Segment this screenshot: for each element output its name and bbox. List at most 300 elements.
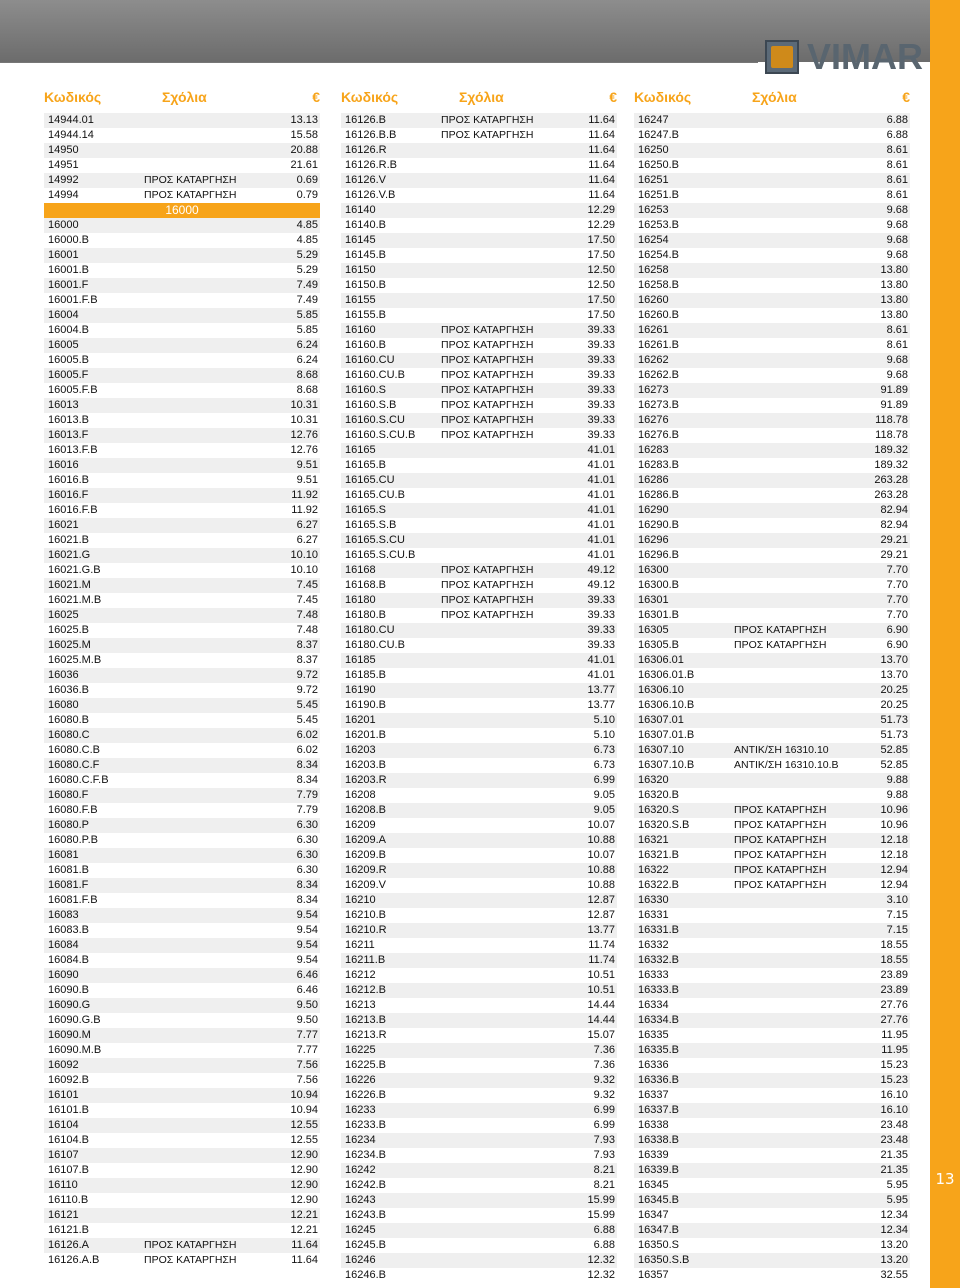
table-row bbox=[341, 1148, 617, 1163]
table-row bbox=[341, 638, 617, 653]
table-row bbox=[44, 1193, 320, 1208]
table-row bbox=[634, 788, 910, 803]
table-row bbox=[44, 308, 320, 323]
cell-price: 263.28 bbox=[874, 474, 908, 486]
cell-price: 12.21 bbox=[290, 1209, 318, 1221]
table-row bbox=[341, 308, 617, 323]
cell-code: 16005.B bbox=[48, 354, 89, 366]
cell-price: 9.68 bbox=[886, 354, 908, 366]
table-row bbox=[634, 878, 910, 893]
cell-price: 12.87 bbox=[587, 894, 615, 906]
cell-code: 16320 bbox=[638, 774, 669, 786]
cell-price: 189.32 bbox=[874, 459, 908, 471]
table-row bbox=[44, 173, 320, 188]
cell-code: 16150 bbox=[345, 264, 376, 276]
table-row bbox=[634, 173, 910, 188]
cell-price: 7.15 bbox=[886, 909, 908, 921]
cell-code: 16261.B bbox=[638, 339, 679, 351]
header-price: € bbox=[902, 89, 910, 105]
table-row bbox=[634, 608, 910, 623]
table-row bbox=[341, 293, 617, 308]
table-row bbox=[341, 503, 617, 518]
cell-price: 11.92 bbox=[291, 489, 318, 501]
table-row bbox=[44, 188, 320, 203]
table-row bbox=[341, 863, 617, 878]
cell-code: 14950 bbox=[48, 144, 79, 156]
cell-code: 16233.B bbox=[345, 1119, 386, 1131]
table-row bbox=[634, 773, 910, 788]
cell-price: 8.34 bbox=[296, 894, 318, 906]
cell-code: 16160.S.CU.B bbox=[345, 429, 416, 441]
cell-code: 16211.B bbox=[345, 954, 386, 966]
table-row bbox=[634, 1058, 910, 1073]
cell-price: 11.64 bbox=[588, 114, 615, 126]
cell-price: 39.33 bbox=[587, 429, 615, 441]
cell-price: 82.94 bbox=[880, 519, 908, 531]
table-row bbox=[44, 998, 320, 1013]
table-row bbox=[341, 1178, 617, 1193]
table-row bbox=[341, 983, 617, 998]
cell-code: 16253.B bbox=[638, 219, 679, 231]
cell-code: 16180.B bbox=[345, 609, 386, 621]
table-row bbox=[634, 623, 910, 638]
cell-code: 16160.S.CU bbox=[345, 414, 405, 426]
cell-code: 16276.B bbox=[638, 429, 679, 441]
cell-price: 17.50 bbox=[587, 249, 615, 261]
cell-price: 7.49 bbox=[296, 279, 318, 291]
cell-price: 189.32 bbox=[874, 444, 908, 456]
table-row bbox=[44, 1208, 320, 1223]
cell-note: ΠΡΟΣ ΚΑΤΑΡΓΗΣΗ bbox=[441, 594, 534, 606]
cell-code: 16013.F bbox=[48, 429, 89, 441]
cell-code: 16036 bbox=[48, 669, 79, 681]
cell-price: 23.48 bbox=[880, 1119, 908, 1131]
cell-code: 16320.B bbox=[638, 789, 679, 801]
cell-price: 6.30 bbox=[296, 864, 318, 876]
table-row bbox=[341, 908, 617, 923]
table-row bbox=[341, 458, 617, 473]
table-row bbox=[341, 1133, 617, 1148]
cell-price: 118.78 bbox=[875, 429, 908, 441]
table-row bbox=[44, 1133, 320, 1148]
header-code: Κωδικός bbox=[44, 89, 102, 105]
table-row bbox=[341, 548, 617, 563]
cell-code: 16165.CU bbox=[345, 474, 395, 486]
cell-price: 14.44 bbox=[587, 999, 615, 1011]
table-row bbox=[634, 698, 910, 713]
cell-code: 16104.B bbox=[48, 1134, 89, 1146]
table-row bbox=[341, 1028, 617, 1043]
header-price: € bbox=[609, 89, 617, 105]
cell-price: 20.88 bbox=[290, 144, 318, 156]
cell-code: 16013.B bbox=[48, 414, 89, 426]
cell-code: 16092 bbox=[48, 1059, 79, 1071]
cell-code: 16247.B bbox=[638, 129, 679, 141]
cell-price: 7.77 bbox=[296, 1029, 318, 1041]
table-row bbox=[44, 773, 320, 788]
cell-price: 10.10 bbox=[290, 564, 318, 576]
cell-price: 7.77 bbox=[296, 1044, 318, 1056]
table-row bbox=[341, 1208, 617, 1223]
table-row bbox=[44, 563, 320, 578]
cell-code: 16180 bbox=[345, 594, 376, 606]
cell-code: 16337.B bbox=[638, 1104, 679, 1116]
table-row bbox=[44, 1028, 320, 1043]
cell-price: 39.33 bbox=[587, 639, 615, 651]
table-row bbox=[341, 653, 617, 668]
cell-code: 16251.B bbox=[638, 189, 679, 201]
cell-price: 15.99 bbox=[587, 1209, 615, 1221]
table-row bbox=[341, 1073, 617, 1088]
cell-code: 16210.B bbox=[345, 909, 386, 921]
cell-price: 12.87 bbox=[587, 909, 615, 921]
cell-note: ΠΡΟΣ ΚΑΤΑΡΓΗΣΗ bbox=[441, 579, 534, 591]
cell-code: 16203.B bbox=[345, 759, 386, 771]
cell-code: 16209.A bbox=[345, 834, 386, 846]
table-row bbox=[44, 473, 320, 488]
cell-code: 16296 bbox=[638, 534, 669, 546]
table-row bbox=[44, 1013, 320, 1028]
cell-note: ΠΡΟΣ ΚΑΤΑΡΓΗΣΗ bbox=[734, 834, 827, 846]
table-row bbox=[341, 218, 617, 233]
table-row bbox=[634, 1163, 910, 1178]
table-row bbox=[634, 143, 910, 158]
table-row bbox=[341, 1193, 617, 1208]
cell-price: 9.32 bbox=[593, 1089, 615, 1101]
cell-price: 9.05 bbox=[593, 804, 615, 816]
cell-price: 0.79 bbox=[296, 189, 318, 201]
cell-price: 8.61 bbox=[886, 189, 908, 201]
table-row bbox=[341, 1253, 617, 1268]
table-row bbox=[634, 1088, 910, 1103]
table-row bbox=[341, 1058, 617, 1073]
cell-code: 16016 bbox=[48, 459, 79, 471]
cell-code: 16334 bbox=[638, 999, 669, 1011]
cell-code: 16201 bbox=[345, 714, 376, 726]
cell-code: 16025.M.B bbox=[48, 654, 102, 666]
cell-price: 10.88 bbox=[587, 864, 615, 876]
table-row bbox=[44, 923, 320, 938]
table-row bbox=[341, 1118, 617, 1133]
table-row bbox=[44, 848, 320, 863]
cell-code: 16251 bbox=[638, 174, 669, 186]
cell-price: 11.92 bbox=[291, 504, 318, 516]
cell-code: 16261 bbox=[638, 324, 669, 336]
cell-price: 27.76 bbox=[880, 1014, 908, 1026]
table-row bbox=[634, 593, 910, 608]
cell-price: 39.33 bbox=[587, 384, 615, 396]
cell-code: 14951 bbox=[48, 159, 79, 171]
table-row bbox=[634, 368, 910, 383]
cell-code: 16283.B bbox=[638, 459, 679, 471]
table-row bbox=[634, 1238, 910, 1253]
cell-code: 16225 bbox=[345, 1044, 376, 1056]
cell-price: 15.58 bbox=[290, 129, 318, 141]
cell-price: 6.73 bbox=[593, 744, 615, 756]
cell-code: 16209.R bbox=[345, 864, 387, 876]
cell-code: 16337 bbox=[638, 1089, 669, 1101]
cell-price: 8.61 bbox=[886, 174, 908, 186]
table-row bbox=[341, 848, 617, 863]
cell-price: 12.29 bbox=[587, 204, 615, 216]
cell-price: 17.50 bbox=[587, 234, 615, 246]
cell-price: 8.21 bbox=[593, 1179, 615, 1191]
table-row bbox=[341, 128, 617, 143]
table-row bbox=[44, 428, 320, 443]
cell-code: 16160.S.B bbox=[345, 399, 397, 411]
table-row bbox=[634, 353, 910, 368]
cell-code: 16180.CU.B bbox=[345, 639, 405, 651]
cell-code: 16080.C.F.B bbox=[48, 774, 109, 786]
table-row bbox=[341, 608, 617, 623]
cell-price: 7.70 bbox=[886, 564, 908, 576]
table-row bbox=[341, 413, 617, 428]
cell-price: 9.32 bbox=[593, 1074, 615, 1086]
cell-note: ΠΡΟΣ ΚΑΤΑΡΓΗΣΗ bbox=[734, 639, 827, 651]
cell-price: 12.55 bbox=[290, 1119, 318, 1131]
table-row bbox=[341, 443, 617, 458]
table-row bbox=[44, 218, 320, 233]
cell-code: 16081 bbox=[48, 849, 79, 861]
cell-price: 7.70 bbox=[886, 579, 908, 591]
table-row bbox=[634, 263, 910, 278]
cell-code: 16080.F bbox=[48, 789, 89, 801]
table-row bbox=[44, 1118, 320, 1133]
table-row bbox=[44, 968, 320, 983]
cell-code: 16306.10.B bbox=[638, 699, 695, 711]
cell-code: 16307.01 bbox=[638, 714, 684, 726]
table-row bbox=[341, 593, 617, 608]
table-row bbox=[341, 923, 617, 938]
cell-note: ΠΡΟΣ ΚΑΤΑΡΓΗΣΗ bbox=[441, 414, 534, 426]
cell-price: 9.50 bbox=[296, 1014, 318, 1026]
cell-price: 8.21 bbox=[593, 1164, 615, 1176]
table-row bbox=[634, 233, 910, 248]
table-row bbox=[634, 893, 910, 908]
cell-price: 11.64 bbox=[291, 1254, 318, 1266]
cell-price: 9.68 bbox=[886, 369, 908, 381]
cell-price: 10.10 bbox=[290, 549, 318, 561]
cell-note: ΠΡΟΣ ΚΑΤΑΡΓΗΣΗ bbox=[441, 399, 534, 411]
cell-code: 16025.M bbox=[48, 639, 91, 651]
cell-price: 9.88 bbox=[886, 789, 908, 801]
cell-code: 16084.B bbox=[48, 954, 89, 966]
cell-code: 16013.F.B bbox=[48, 444, 98, 456]
cell-code: 16253 bbox=[638, 204, 669, 216]
cell-code: 16080.P.B bbox=[48, 834, 98, 846]
cell-price: 8.61 bbox=[886, 339, 908, 351]
cell-price: 5.29 bbox=[296, 249, 318, 261]
table-row bbox=[634, 908, 910, 923]
cell-price: 13.70 bbox=[880, 669, 908, 681]
table-row bbox=[341, 353, 617, 368]
cell-price: 12.76 bbox=[290, 444, 318, 456]
table-row bbox=[634, 1118, 910, 1133]
cell-code: 16081.F bbox=[48, 879, 89, 891]
cell-price: 15.23 bbox=[880, 1074, 908, 1086]
table-row bbox=[341, 743, 617, 758]
cell-code: 16110.B bbox=[48, 1194, 89, 1206]
table-row bbox=[44, 1163, 320, 1178]
table-row bbox=[44, 143, 320, 158]
table-row bbox=[44, 593, 320, 608]
table-row bbox=[44, 728, 320, 743]
table-row bbox=[341, 263, 617, 278]
table-row bbox=[634, 248, 910, 263]
table-row bbox=[44, 548, 320, 563]
cell-price: 23.89 bbox=[880, 969, 908, 981]
table-row bbox=[44, 638, 320, 653]
table-row bbox=[634, 818, 910, 833]
cell-code: 16306.01 bbox=[638, 654, 684, 666]
cell-price: 6.90 bbox=[886, 639, 908, 651]
cell-price: 10.51 bbox=[587, 969, 615, 981]
cell-price: 7.48 bbox=[296, 609, 318, 621]
cell-price: 8.61 bbox=[886, 159, 908, 171]
cell-price: 12.76 bbox=[290, 429, 318, 441]
cell-code: 16104 bbox=[48, 1119, 79, 1131]
table-row bbox=[341, 233, 617, 248]
table-row bbox=[341, 668, 617, 683]
cell-note: ΠΡΟΣ ΚΑΤΑΡΓΗΣΗ bbox=[734, 819, 827, 831]
cell-code: 16190.B bbox=[345, 699, 386, 711]
cell-code: 16213 bbox=[345, 999, 376, 1011]
cell-note: ΠΡΟΣ ΚΑΤΑΡΓΗΣΗ bbox=[441, 339, 534, 351]
table-row bbox=[341, 728, 617, 743]
table-row bbox=[44, 878, 320, 893]
cell-code: 16225.B bbox=[345, 1059, 386, 1071]
price-rows bbox=[634, 113, 910, 1283]
cell-price: 9.72 bbox=[296, 684, 318, 696]
table-row bbox=[341, 188, 617, 203]
cell-code: 16126.A bbox=[48, 1239, 89, 1251]
cell-price: 0.69 bbox=[296, 174, 318, 186]
cell-code: 16021.G.B bbox=[48, 564, 101, 576]
cell-price: 7.93 bbox=[593, 1134, 615, 1146]
cell-price: 12.90 bbox=[290, 1164, 318, 1176]
cell-price: 12.32 bbox=[587, 1269, 615, 1281]
table-row bbox=[341, 683, 617, 698]
cell-price: 7.70 bbox=[886, 609, 908, 621]
cell-code: 16126.B.B bbox=[345, 129, 397, 141]
cell-price: 8.37 bbox=[296, 654, 318, 666]
cell-code: 16165.S.CU.B bbox=[345, 549, 416, 561]
column-header bbox=[341, 88, 617, 108]
cell-price: 12.32 bbox=[587, 1254, 615, 1266]
cell-code: 16080.C.B bbox=[48, 744, 100, 756]
cell-code: 16258 bbox=[638, 264, 669, 276]
table-row bbox=[341, 338, 617, 353]
side-strip bbox=[930, 0, 960, 1288]
table-row bbox=[341, 968, 617, 983]
cell-note: ΠΡΟΣ ΚΑΤΑΡΓΗΣΗ bbox=[734, 849, 827, 861]
price-rows bbox=[341, 113, 617, 1283]
cell-price: 6.99 bbox=[593, 1104, 615, 1116]
table-row bbox=[634, 668, 910, 683]
cell-price: 17.50 bbox=[587, 294, 615, 306]
cell-price: 39.33 bbox=[587, 414, 615, 426]
cell-code: 16213.B bbox=[345, 1014, 386, 1026]
cell-price: 8.68 bbox=[296, 384, 318, 396]
table-row bbox=[634, 488, 910, 503]
cell-code: 16321 bbox=[638, 834, 669, 846]
cell-price: 12.18 bbox=[880, 849, 908, 861]
cell-code: 16025.B bbox=[48, 624, 89, 636]
cell-code: 16160.CU bbox=[345, 354, 395, 366]
cell-code: 16262 bbox=[638, 354, 669, 366]
table-row bbox=[634, 458, 910, 473]
cell-note: ΠΡΟΣ ΚΑΤΑΡΓΗΣΗ bbox=[734, 624, 827, 636]
cell-price: 10.51 bbox=[587, 984, 615, 996]
cell-code: 16331 bbox=[638, 909, 669, 921]
header-note: Σχόλια bbox=[752, 89, 797, 105]
cell-note: ΠΡΟΣ ΚΑΤΑΡΓΗΣΗ bbox=[144, 1239, 237, 1251]
cell-code: 16201.B bbox=[345, 729, 386, 741]
cell-code: 16000.B bbox=[48, 234, 89, 246]
cell-price: 7.79 bbox=[296, 789, 318, 801]
cell-code: 16160.CU.B bbox=[345, 369, 405, 381]
table-row bbox=[341, 1268, 617, 1283]
cell-code: 16357 bbox=[638, 1269, 669, 1281]
cell-code: 16080.P bbox=[48, 819, 89, 831]
cell-price: 5.95 bbox=[886, 1194, 908, 1206]
cell-price: 13.20 bbox=[880, 1254, 908, 1266]
header-divider bbox=[0, 62, 758, 63]
table-row bbox=[44, 263, 320, 278]
table-row bbox=[634, 578, 910, 593]
cell-code: 16126.R.B bbox=[345, 159, 397, 171]
cell-price: 39.33 bbox=[587, 399, 615, 411]
table-row bbox=[634, 848, 910, 863]
cell-code: 16212.B bbox=[345, 984, 386, 996]
cell-code: 16290 bbox=[638, 504, 669, 516]
cell-price: 12.94 bbox=[880, 879, 908, 891]
cell-code: 16242 bbox=[345, 1164, 376, 1176]
table-row bbox=[634, 293, 910, 308]
table-row bbox=[44, 1103, 320, 1118]
cell-price: 16.10 bbox=[880, 1104, 908, 1116]
cell-price: 11.95 bbox=[881, 1029, 908, 1041]
cell-code: 16000 bbox=[48, 219, 79, 231]
cell-code: 16305 bbox=[638, 624, 669, 636]
cell-note: ΠΡΟΣ ΚΑΤΑΡΓΗΣΗ bbox=[441, 564, 534, 576]
cell-code: 16107 bbox=[48, 1149, 79, 1161]
cell-price: 41.01 bbox=[587, 549, 615, 561]
cell-code: 16345.B bbox=[638, 1194, 679, 1206]
table-row bbox=[44, 413, 320, 428]
cell-price: 11.64 bbox=[588, 129, 615, 141]
cell-price: 9.88 bbox=[886, 774, 908, 786]
cell-price: 10.88 bbox=[587, 834, 615, 846]
cell-price: 13.80 bbox=[880, 294, 908, 306]
cell-code: 16080.C bbox=[48, 729, 90, 741]
cell-price: 82.94 bbox=[880, 504, 908, 516]
table-row bbox=[634, 983, 910, 998]
table-row bbox=[44, 1073, 320, 1088]
cell-price: 10.07 bbox=[587, 849, 615, 861]
cell-price: 39.33 bbox=[587, 324, 615, 336]
cell-code: 16090.G.B bbox=[48, 1014, 101, 1026]
cell-code: 16180.CU bbox=[345, 624, 395, 636]
price-column-1 bbox=[44, 88, 320, 1268]
cell-price: 11.74 bbox=[588, 954, 615, 966]
cell-code: 16234.B bbox=[345, 1149, 386, 1161]
cell-code: 16209.V bbox=[345, 879, 386, 891]
cell-code: 16025 bbox=[48, 609, 79, 621]
cell-code: 16110 bbox=[48, 1179, 78, 1191]
header-code: Κωδικός bbox=[634, 89, 692, 105]
table-row bbox=[634, 218, 910, 233]
